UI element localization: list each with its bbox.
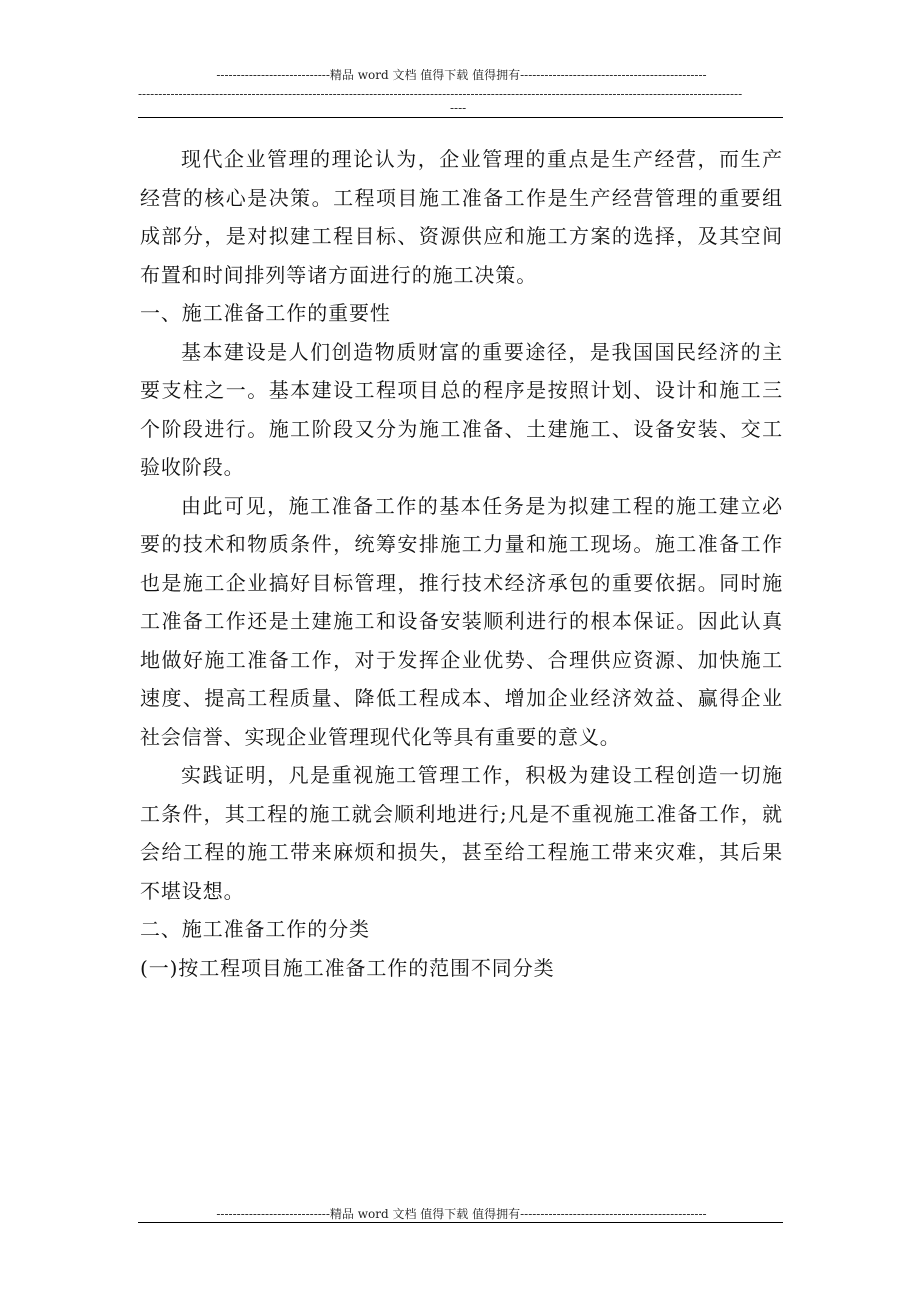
subsection-heading-1: (一)按工程项目施工准备工作的范围不同分类 [140,955,555,980]
intro-paragraph: 现代企业管理的理论认为，企业管理的重点是生产经营，而生产经营的核心是决策。工程项目施工准备工作是生产经营管理的重要组成部分，是对拟建工程目标、资源供应和施工方案的选择，及其空间布置和时间排列等诸方面进行的施工决策。 [140,147,783,287]
paragraph-practice-proof: 实践证明，凡是重视施工管理工作，积极为建设工程创造一切施工条件，其工程的施工就会顺利地进行;凡是不重视施工准备工作，就会给工程的施工带来麻烦和损失，甚至给工程施工带来灾难，其后果不堪设想。 [140,763,783,903]
page-header-banner: ----------------------------精品 word 文档 值得下载 值得拥有---------------------------------------------- [216,68,707,82]
header-rule [138,117,783,118]
page-header-dashes-tail: ---- [450,101,467,115]
paragraph-basic-construction: 基本建设是人们创造物质财富的重要途径，是我国国民经济的主要支柱之一。基本建设工程项目总的程序是按照计划、设计和施工三个阶段进行。施工阶段又分为施工准备、土建施工、设备安装、交工验收阶段。 [140,339,783,479]
document-body [140,140,783,987]
section-heading-2: 二、施工准备工作的分类 [140,917,370,941]
page-footer-banner: ----------------------------精品 word 文档 值得下载 值得拥有---------------------------------------------- [216,1207,707,1221]
page-header-dashes: ----------------------------------------------------------------------------------------------------------------------------------------------------- [138,87,743,101]
section-heading-1: 一、施工准备工作的重要性 [140,301,391,325]
footer-rule [138,1222,783,1223]
paragraph-basic-task: 由此可见，施工准备工作的基本任务是为拟建工程的施工建立必要的技术和物质条件，统筹安排施工力量和施工现场。施工准备工作也是施工企业搞好目标管理，推行技术经济承包的重要依据。同时施工准备工作还是土建施工和设备安装顺利进行的根本保证。因此认真地做好施工准备工作，对于发挥企业优势、合理供应资源、加快施工速度、提高工程质量、降低工程成本、增加企业经济效益、赢得企业社会信誉、实现企业管理现代化等具有重要的意义。 [140,493,783,749]
